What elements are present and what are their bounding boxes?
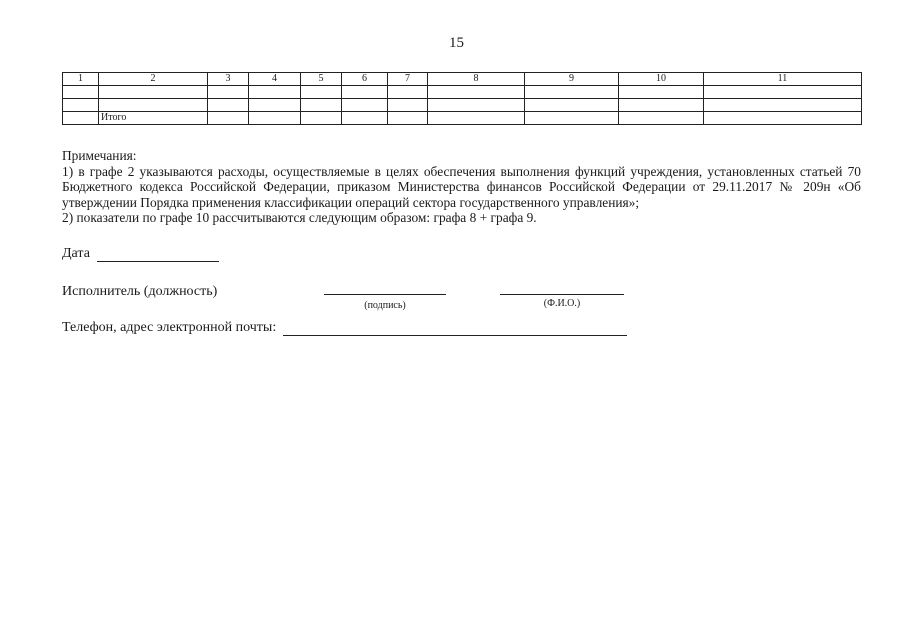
total-label: Итого [99,112,208,125]
table-cell [525,86,619,99]
table-cell [301,86,342,99]
name-caption: (Ф.И.О.) [543,298,581,309]
table-row [63,86,862,99]
table-total-row [63,112,862,125]
table-cell [63,86,99,99]
note-item-2: 2) показатели по графе 10 рассчитываются следующим образом: графа 8 + графа 9. [62,210,537,225]
column-header: 10 [619,73,704,86]
contact-field-line [283,321,627,336]
column-header: 6 [342,73,388,86]
contact-label: Телефон, адрес электронной почты: [62,320,277,335]
report-table [62,72,862,125]
table-cell [428,99,525,112]
column-header: 2 [99,73,208,86]
table-cell [249,99,301,112]
date-field-line [97,247,219,262]
table-cell [208,86,249,99]
table-cell [704,112,862,125]
table-cell [301,112,342,125]
table-cell [388,99,428,112]
name-field-line [500,280,624,295]
table-cell [388,86,428,99]
table-cell [342,112,388,125]
column-header: 11 [704,73,862,86]
column-header: 5 [301,73,342,86]
column-header: 1 [63,73,99,86]
notes-title: Примечания: [62,148,137,163]
notes-section [62,148,861,226]
table-cell [99,86,208,99]
table-cell [301,99,342,112]
table-cell [525,112,619,125]
table-cell [428,112,525,125]
page-number: 15 [449,35,464,51]
table-cell [342,86,388,99]
table-cell [428,86,525,99]
table-cell [525,99,619,112]
signature-caption: (подпись) [364,300,406,311]
table-cell [704,86,862,99]
table-cell [208,99,249,112]
table-row [63,99,862,112]
column-header: 7 [388,73,428,86]
table-cell [208,112,249,125]
note-item-1: 1) в графе 2 указываются расходы, осуществляемые в целях обеспечения выполнения функций учреждения, установленных статьей 70 Бюджетного кодекса Российской Федерации, приказом Министерства финансов Российской Федерации от 29.11.2017 № 209н «Об утверждении Порядка применения классификации операций сектора государственного управления»; [62,163,861,210]
date-line [62,246,219,262]
date-label: Дата [62,246,90,261]
column-header: 8 [428,73,525,86]
column-header: 9 [525,73,619,86]
table-cell [704,99,862,112]
executor-label: Исполнитель (должность) [62,284,218,299]
table-header-row [63,73,862,86]
signature-field-line [324,280,446,295]
table-cell [388,112,428,125]
table-cell [249,112,301,125]
column-header: 3 [208,73,249,86]
table-cell [619,99,704,112]
table-cell [342,99,388,112]
table-cell [619,112,704,125]
table-cell [619,86,704,99]
table-cell [63,112,99,125]
table-cell [63,99,99,112]
table-cell [249,86,301,99]
table-cell [99,99,208,112]
column-header: 4 [249,73,301,86]
contact-line [62,320,627,336]
